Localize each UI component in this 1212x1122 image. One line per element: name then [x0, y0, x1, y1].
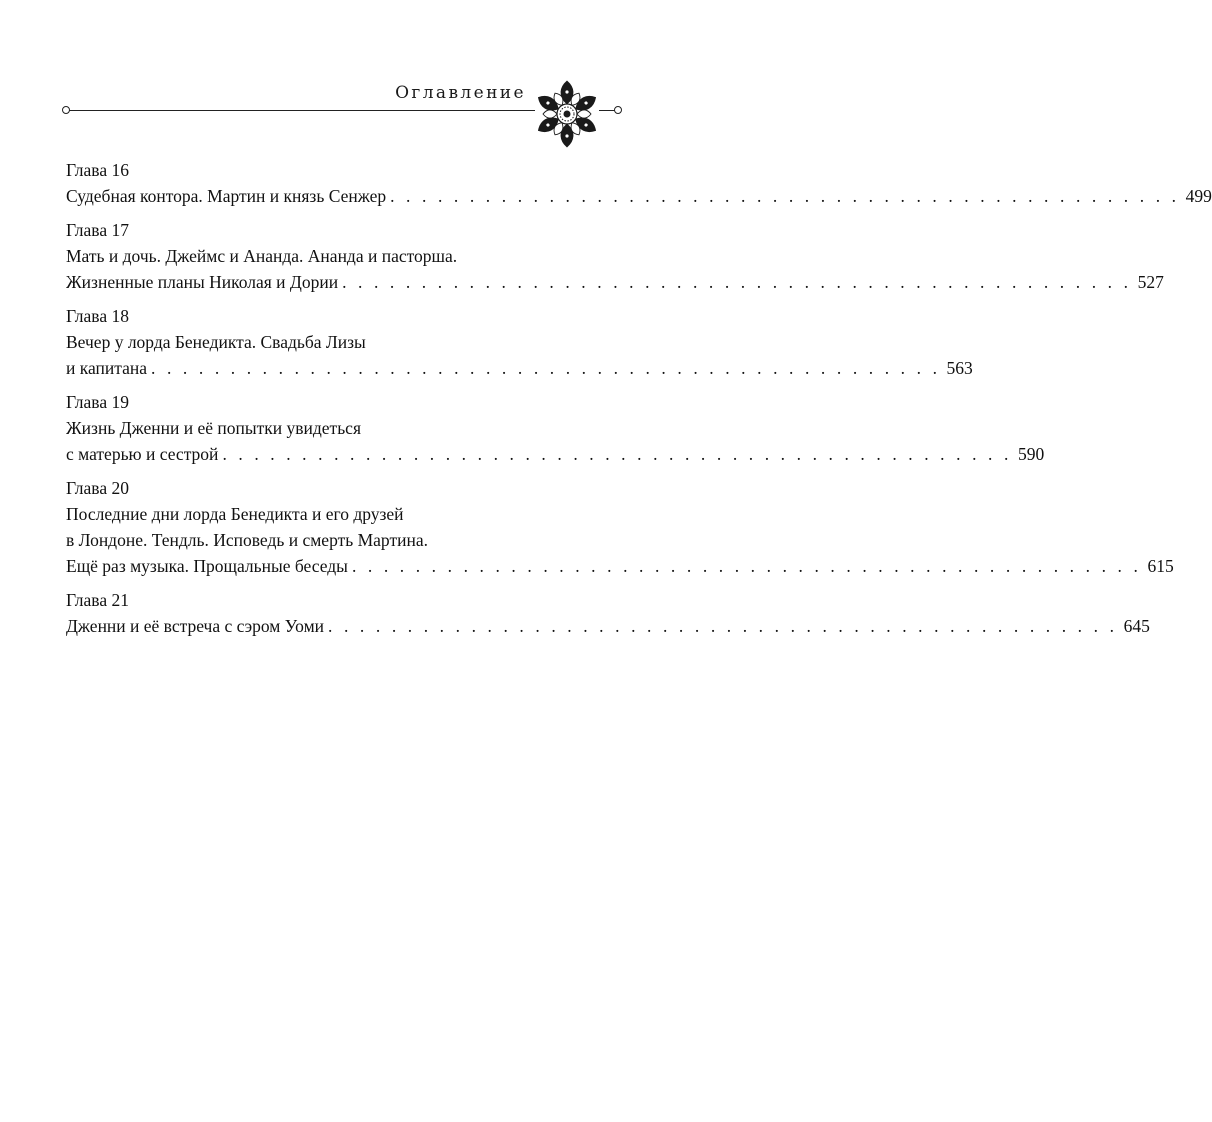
dot-leader: . . . . . . . . . . . . . . . . . . . . . . . . . . . . . . . . . . . . . . . . . . . . . . . . . .: [342, 272, 1132, 292]
chapter-title: с матерью и сестрой: [66, 444, 219, 464]
toc-title-line: [66, 269, 1164, 295]
chapter-title: Дженни и её встреча с сэром Уоми: [66, 616, 325, 636]
toc-entry-chapter-21[interactable]: [66, 587, 1150, 639]
toc-entry-chapter-17[interactable]: [66, 217, 1164, 295]
toc-title-line: [66, 613, 1150, 639]
toc-entry-chapter-20[interactable]: [66, 475, 1174, 579]
page-number: 615: [1147, 556, 1174, 576]
chapter-label: Глава 16: [66, 160, 129, 180]
dot-leader: . . . . . . . . . . . . . . . . . . . . . . . . . . . . . . . . . . . . . . . . . . . . . . . . . .: [151, 358, 941, 378]
page-header-title: Оглавление: [395, 83, 526, 103]
page-number: 563: [946, 358, 973, 378]
chapter-title-line: в Лондоне. Тендль. Исповедь и смерть Мартина.: [66, 530, 428, 550]
chapter-title-line: Последние дни лорда Бенедикта и его друзей: [66, 504, 404, 524]
chapter-title-line: Вечер у лорда Бенедикта. Свадьба Лизы: [66, 332, 366, 352]
chapter-title: и капитана: [66, 358, 148, 378]
chapter-label: Глава 21: [66, 590, 129, 610]
chapter-label: Глава 17: [66, 220, 129, 240]
dot-leader: . . . . . . . . . . . . . . . . . . . . . . . . . . . . . . . . . . . . . . . . . . . . . . . . . .: [328, 616, 1118, 636]
toc-title-line: [66, 441, 1045, 467]
rule-end-circle-right: [614, 106, 622, 114]
dot-leader: . . . . . . . . . . . . . . . . . . . . . . . . . . . . . . . . . . . . . . . . . . . . . . . . . .: [390, 186, 1180, 206]
toc-entry-chapter-18[interactable]: [66, 303, 973, 381]
chapter-title-line: Мать и дочь. Джеймс и Ананда. Ананда и пасторша.: [66, 246, 458, 266]
toc-entry-chapter-19[interactable]: [66, 389, 1045, 467]
dot-leader: . . . . . . . . . . . . . . . . . . . . . . . . . . . . . . . . . . . . . . . . . . . . . . . . . .: [222, 444, 1012, 464]
dot-leader: . . . . . . . . . . . . . . . . . . . . . . . . . . . . . . . . . . . . . . . . . . . . . . . . . .: [351, 556, 1142, 576]
chapter-label: Глава 18: [66, 306, 129, 326]
page-number: 499: [1185, 186, 1212, 206]
page-number: 645: [1123, 616, 1150, 636]
chapter-label: Глава 20: [66, 478, 129, 498]
toc-entry-chapter-16[interactable]: [66, 157, 1212, 209]
rule-end-circle-left: [62, 106, 70, 114]
chapter-title: Ещё раз музыка. Прощальные беседы: [66, 556, 348, 576]
toc-title-line: [66, 183, 1212, 209]
chapter-title: Судебная контора. Мартин и князь Сенжер: [66, 186, 387, 206]
chapter-title-line: Жизнь Дженни и её попытки увидеться: [66, 418, 361, 438]
page-number: 590: [1017, 444, 1045, 464]
page-number: 527: [1137, 272, 1164, 292]
chapter-label: Глава 19: [66, 392, 129, 412]
toc-title-line: [66, 355, 973, 381]
table-of-contents: [66, 157, 1212, 647]
mandala-ornament-icon: [535, 78, 599, 150]
toc-title-line: [66, 553, 1174, 579]
chapter-title: Жизненные планы Николая и Дории: [66, 272, 339, 292]
